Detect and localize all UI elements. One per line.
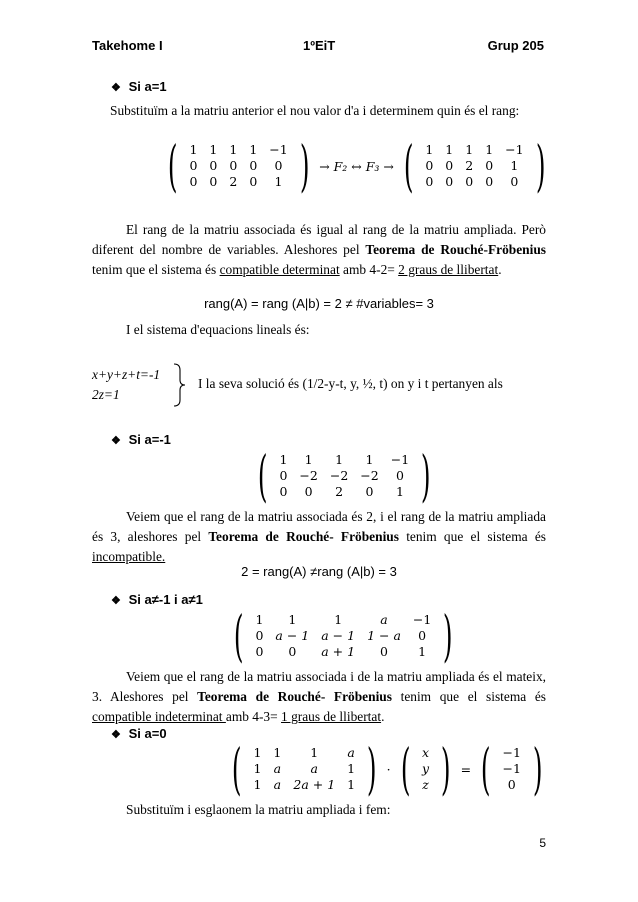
matrix-m2: ( 1 1 1 1 −1 0 0 2 0 1 0 0 0 0 0 ) — [403, 134, 546, 198]
paragraph-final: Substituïm i esglaonem la matriu ampliada i fem: — [126, 802, 391, 817]
matrix-cell: 0 — [485, 158, 494, 173]
matrix-row-a0 — [226, 737, 548, 801]
matrix-cell: 1 — [465, 142, 474, 157]
matrix-cell: a − 1 — [275, 628, 310, 643]
matrix-cell: 1 — [209, 142, 218, 157]
system-line-1: x+y+z+t=-1 — [92, 367, 161, 382]
matrix-cell: 1 — [425, 142, 434, 157]
matrix-cell: 0 — [395, 468, 404, 483]
matrix-cell: 0 — [255, 644, 264, 659]
equation-rank-am1: 2 = rang(A) ≠rang (A|b) = 3 — [241, 564, 397, 579]
matrix-cell: 1 — [485, 142, 494, 157]
matrix-cell: 1 — [229, 142, 238, 157]
matrix-cell: 1 — [395, 484, 404, 499]
matrix-cell: 0 — [380, 644, 388, 659]
matrix-cell: 0 — [209, 158, 218, 173]
section-am1-title: ❖ Si a=-1 — [111, 432, 171, 447]
matrix-cell: 1 — [334, 612, 343, 627]
matrix-cell: −1 — [412, 612, 432, 627]
matrix-cell: 1 — [418, 644, 427, 659]
matrix-cell: 0 — [189, 174, 198, 189]
matrix-cell: 0 — [249, 158, 258, 173]
matrix-cell: a + 1 — [321, 644, 356, 659]
matrix-cell: −1 — [502, 761, 521, 776]
matrix-cell: a − 1 — [321, 628, 356, 643]
section-a0-title: ❖ Si a=0 — [111, 726, 167, 741]
matrix-cell: 0 — [425, 174, 434, 189]
page-number: 5 — [539, 836, 546, 850]
matrix-cell: −2 — [360, 468, 379, 483]
matrix-cell: 1 — [273, 745, 282, 760]
matrix-m4: ( 1 1 1 a −1 0 a − 1 a − 1 1 − a 0 0 0 a + 1 0 1 ) — [233, 604, 453, 668]
section-a1-title: ❖ Si a=1 — [111, 79, 167, 94]
matrix-cell: 0 — [304, 484, 313, 499]
matrix-cell: −1 — [502, 745, 521, 760]
matrix-cell: −2 — [299, 468, 318, 483]
matrix-cell: a — [310, 761, 318, 776]
matrix-cell: 1 — [253, 761, 262, 776]
equation-rank-a1: rang(A) = rang (A|b) = 2 ≠ #variables= 3 — [204, 296, 434, 311]
matrix-row-a1 — [162, 134, 551, 198]
matrix-cell: −1 — [505, 142, 524, 157]
paragraph-rank-general: Veiem que el rang de la matriu associada i de la matriu ampliada és el mateix, 3. Aleshores pel Teorema de Rouché- Fröbenius tenim que el sistema és compatible indeterminat amb 4-3= 1 graus de llibertat. — [92, 669, 546, 724]
diamond-bullet-icon: ❖ — [111, 435, 121, 447]
matrix-cell: a — [380, 612, 388, 627]
paragraph-rank-am1: Veiem que el rang de la matriu associada és 2, i el rang de la matriu ampliada és 3, aleshores pel Teorema de Rouché- Fröbenius tenim que el sistema és incompatible. — [92, 509, 546, 564]
matrix-cell: 1 — [335, 452, 344, 467]
matrix-m1: ( 1 1 1 1 −1 0 0 0 0 0 0 0 2 0 1 ) — [167, 134, 310, 198]
header-center: 1ºEiT — [303, 38, 336, 53]
matrix-cell: 2 — [229, 174, 238, 189]
matrix-cell: 0 — [485, 174, 494, 189]
matrix-cell: 1 — [347, 761, 356, 776]
matrix-cell: 0 — [255, 628, 264, 643]
diamond-bullet-icon: ❖ — [111, 595, 121, 607]
matrix-cell: 0 — [229, 158, 238, 173]
matrix-cell: 1 — [255, 612, 264, 627]
matrix-cell: 1 − a — [367, 628, 401, 643]
matrix-cell: y — [422, 761, 430, 776]
matrix-cell: a — [273, 761, 282, 776]
matrix-cell: −1 — [269, 142, 288, 157]
matrix-cell: 1 — [253, 745, 262, 760]
matrix-cell: 1 — [304, 452, 313, 467]
matrix-cell: z — [422, 777, 429, 792]
equation-system — [92, 365, 160, 405]
header-right: Grup 205 — [487, 38, 544, 53]
matrix-row-am1 — [252, 444, 437, 508]
paragraph-intro: Substituïm a la matriu anterior el nou valor d'a i determinem quin és el rang: — [110, 103, 520, 118]
matrix-cell: 0 — [279, 468, 288, 483]
matrix-cell: 0 — [249, 174, 258, 189]
system-line-2: 2z=1 — [92, 387, 120, 402]
matrix-cell: 0 — [279, 484, 288, 499]
matrix-cell: 0 — [189, 158, 198, 173]
header-left: Takehome I — [92, 38, 163, 53]
matrix-cell: 1 — [274, 174, 283, 189]
matrix-cell: 0 — [507, 777, 516, 792]
matrix-cell: 2 — [465, 158, 474, 173]
matrix-cell: 1 — [510, 158, 519, 173]
matrix-cell: 0 — [465, 174, 474, 189]
paragraph-rank-a1: El rang de la matriu associada és igual al rang de la matriu ampliada. Però diferent del nombre de variables. Aleshores pel Teorema de Rouché-Fröbenius tenim que el sistema és compatible determinat amb 4-2= 2 graus de llibertat. — [92, 222, 546, 277]
right-brace-icon — [172, 362, 188, 408]
matrix-cell: 0 — [365, 484, 374, 499]
matrix-cell: 1 — [288, 612, 297, 627]
diamond-bullet-icon: ❖ — [111, 82, 121, 94]
matrix-m3: ( 1 1 1 1 −1 0 −2 −2 −2 0 0 0 2 0 1 ) — [257, 444, 431, 508]
matrix-cell: 1 — [310, 745, 319, 760]
dot-operator: · — [386, 761, 391, 777]
solution-text: I la seva solució és (1/2-y-t, y, ½, t) on y i t pertanyen als — [198, 376, 503, 391]
matrix-cell: 0 — [274, 158, 283, 173]
matrix-cell: 2 — [335, 484, 344, 499]
matrix-cell: 1 — [189, 142, 198, 157]
matrix-cell: 1 — [253, 777, 262, 792]
matrix-cell: 0 — [418, 628, 427, 643]
matrix-m5: ( 1 1 1 a 1 a a 1 1 a 2a + 1 1 ) — [231, 737, 377, 801]
matrix-cell: 0 — [510, 174, 519, 189]
matrix-cell: −1 — [390, 452, 410, 467]
matrix-cell: 0 — [445, 158, 454, 173]
matrix-cell: a — [347, 745, 355, 760]
matrix-cell: 0 — [425, 158, 434, 173]
matrix-cell: −2 — [329, 468, 349, 483]
matrix-cell: 2a + 1 — [293, 777, 336, 792]
matrix-cell: x — [422, 745, 430, 760]
matrix-cell: 0 — [288, 644, 297, 659]
diamond-bullet-icon: ❖ — [111, 729, 121, 741]
matrix-row-general — [228, 604, 459, 668]
row-swap-arrow: → F₂ ↔ F₃ → — [319, 158, 394, 174]
section-general-title: ❖ Si a≠-1 i a≠1 — [111, 592, 203, 607]
matrix-cell: 1 — [249, 142, 258, 157]
vector-rhs: ( −1 −1 0 ) — [480, 737, 543, 801]
matrix-cell: 0 — [209, 174, 218, 189]
matrix-cell: 0 — [445, 174, 454, 189]
equals-sign: = — [460, 761, 472, 777]
matrix-cell: 1 — [279, 452, 288, 467]
matrix-cell: 1 — [347, 777, 356, 792]
paragraph-system-intro: I el sistema d'equacions lineals és: — [126, 322, 310, 337]
matrix-cell: a — [273, 777, 282, 792]
matrix-cell: 1 — [445, 142, 454, 157]
matrix-cell: 1 — [365, 452, 374, 467]
vector-unknowns: ( x y z ) — [400, 737, 451, 801]
